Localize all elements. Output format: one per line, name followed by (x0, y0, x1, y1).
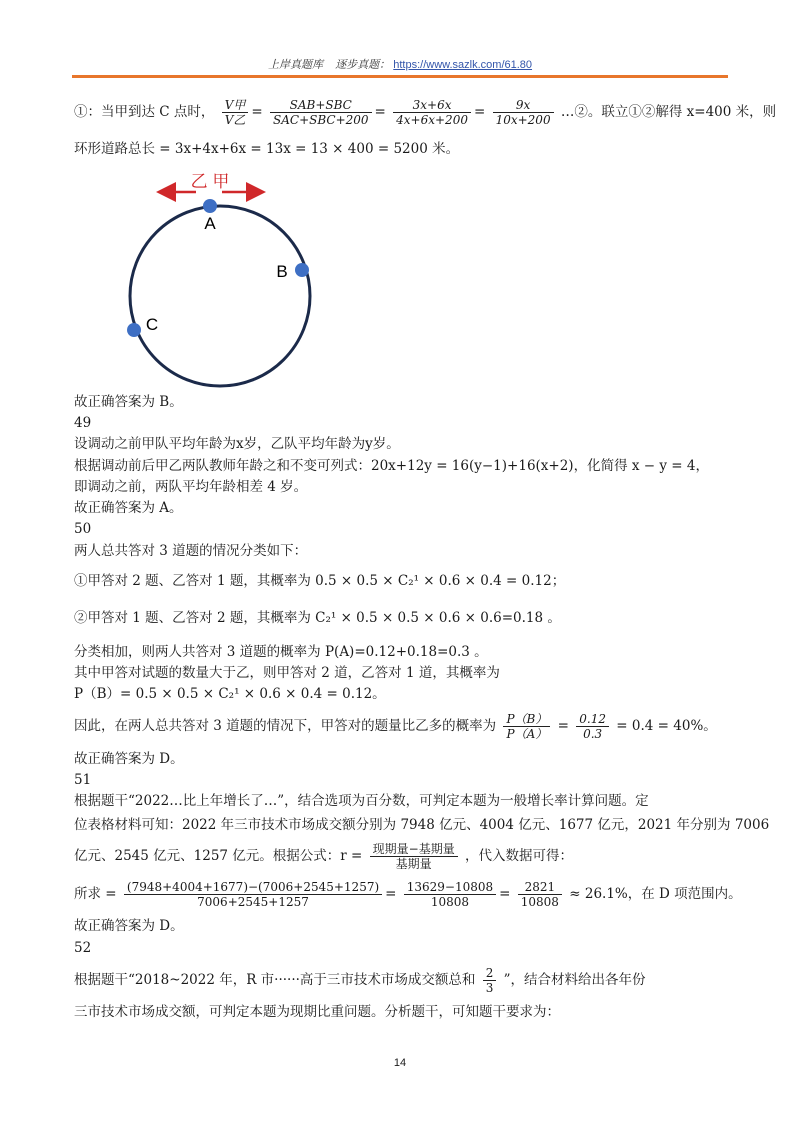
p1-frac4: $\frac{9x}{10x+200}$ (493, 98, 554, 127)
q49-number: 49 (74, 415, 92, 431)
q51-line3-tail: ，代入数据可得： (465, 848, 574, 864)
p1-line1: ①：当甲到达 C 点时， $\frac{\text{V甲}}{\text{V乙}}$ = $\frac{\text{SAB+SBC}}{\text{SAC+SBC+200}}$ = $\frac{3x+6x}{4x+6x+200}$ = $\frac{9x}{10x+200}$ …②。联立①②解得 x=400 米，则 (74, 98, 777, 127)
header-rule (72, 75, 728, 78)
q50-line6: P（B）= 0.5 × 0.5 × C₂¹ × 0.6 × 0.4 = 0.12。 (74, 686, 386, 702)
q52-line1-lead: 根据题干“2018~2022 年，R 市······高于三市技术市场成交额总和 (74, 972, 476, 988)
q50-frac2: $\frac{0.12}{0.3}$ (576, 712, 609, 741)
q48-answer: 故正确答案为 B。 (74, 394, 183, 410)
p1-frac2: $\frac{\text{SAB+SBC}}{\text{SAC+SBC+200}}$ (270, 98, 372, 127)
q51-answer: 故正确答案为 D。 (74, 918, 184, 934)
q51-line2: 位表格材料可知：2022 年三市技术市场成交额分别为 7948 亿元、4004 亿元、1677 亿元，2021 年分别为 7006 (74, 817, 770, 833)
label-b: B (276, 262, 288, 281)
q51-line4-tail: ≈ 26.1%，在 D 项范围内。 (569, 886, 742, 902)
q52-number: 52 (74, 940, 92, 956)
site-name: 上岸真题库 (267, 59, 323, 71)
q51-line4-lead: 所求 = (74, 886, 117, 902)
point-b (295, 263, 309, 277)
q51-line3-lead: 亿元、2545 亿元、1257 亿元。根据公式：r = (74, 848, 363, 864)
q50-answer: 故正确答案为 D。 (74, 751, 184, 767)
q50-line7-lead: 因此，在两人总共答对 3 道题的情况下，甲答对的题量比乙多的概率为 (74, 718, 497, 734)
point-a (203, 199, 217, 213)
q50-line7: 因此，在两人总共答对 3 道题的情况下，甲答对的题量比乙多的概率为 $\frac{P(B)}{P(A)}$ = $\frac{0.12}{0.3}$ = 0.4 = 40%。 (74, 712, 717, 741)
page-number: 14 (393, 1057, 407, 1069)
p1-tail: …②。联立①②解得 x=400 米，则 (560, 104, 777, 120)
q51-frac1: $\frac{(7948+4004+1677)-(7006+2545+1257)}{7006+2545+1257}$ (124, 880, 382, 909)
q49-answer: 故正确答案为 A。 (74, 500, 183, 516)
q49-line1: 设调动之前甲队平均年龄为x岁，乙队平均年龄为y岁。 (74, 436, 400, 452)
q51-frac3: $\frac{2821}{10808}$ (518, 880, 562, 909)
header-link[interactable]: https://www.sazlk.com/61.80 (393, 59, 533, 71)
arrow-label: 乙 甲 (190, 172, 230, 191)
p1-frac1: $\frac{\text{V甲}}{\text{V乙}}$ (222, 98, 249, 127)
q52-line2: 三市技术市场成交额，可判定本题为现期比重问题。分析题干，可知题干要求为： (74, 1004, 560, 1020)
q52-frac: $\frac{2}{3}$ (483, 966, 497, 995)
header-prefix: 逐步真题： (335, 59, 391, 71)
circular-road-diagram (110, 170, 330, 390)
q51-formula-frac: $\frac{\text{现期量−基期量}}{\text{基期量}}$ (370, 842, 458, 871)
q50-frac1: $\frac{P(B)}{P(A)}$ (503, 712, 550, 741)
p1-frac3: $\frac{3x+6x}{4x+6x+200}$ (393, 98, 471, 127)
point-c (127, 323, 141, 337)
q51-line4: 所求 = $\frac{(7948+4004+1677)-(7006+2545+1257)}{7006+2545+1257}$ = $\frac{13629-10808}{10808}$ = $\frac{2821}{10808}$ ≈ 26.1%，在 D 项范围内。 (74, 880, 742, 909)
q52-line1 (74, 966, 646, 995)
q50-number: 50 (74, 521, 92, 537)
q51-line3 (74, 842, 573, 871)
q52-line1-tail: ”，结合材料给出各年份 (503, 972, 646, 988)
q49-line3: 即调动之前，两队平均年龄相差 4 岁。 (74, 479, 308, 495)
q49-line2: 根据调动前后甲乙两队教师年龄之和不变可列式：20x+12y = 16(y−1)+16(x+2)，化简得 x − y = 4， (74, 458, 709, 474)
q51-number: 51 (74, 772, 92, 788)
page-header (0, 56, 800, 72)
q51-line1: 根据题干“2022…比上年增长了…”，结合选项为百分数，可判定本题为一般增长率计算问题。定 (74, 793, 649, 809)
road-circle (130, 206, 310, 386)
q50-line2: ①甲答对 2 题、乙答对 1 题，其概率为 0.5 × 0.5 × C₂¹ × 0.6 × 0.4 = 0.12； (74, 573, 566, 589)
label-a: A (204, 214, 216, 233)
label-c: C (145, 315, 159, 334)
q50-line3: ②甲答对 1 题、乙答对 2 题，其概率为 C₂¹ × 0.5 × 0.5 × 0.6 × 0.6=0.18 。 (74, 610, 561, 626)
p1-lead: ①：当甲到达 C 点时， (74, 104, 215, 120)
q50-line5: 其中甲答对试题的数量大于乙，则甲答对 2 道，乙答对 1 道，其概率为 (74, 665, 500, 681)
q50-line4: 分类相加，则两人共答对 3 道题的概率为 P(A)=0.12+0.18=0.3 。 (74, 644, 488, 660)
p1-line2: 环形道路总长 = 3x+4x+6x = 13x = 13 × 400 = 5200 米。 (74, 141, 460, 157)
q50-line1: 两人总共答对 3 道题的情况分类如下： (74, 543, 308, 559)
q50-line7-tail: = 0.4 = 40%。 (616, 718, 717, 734)
q51-frac2: $\frac{13629-10808}{10808}$ (404, 880, 496, 909)
